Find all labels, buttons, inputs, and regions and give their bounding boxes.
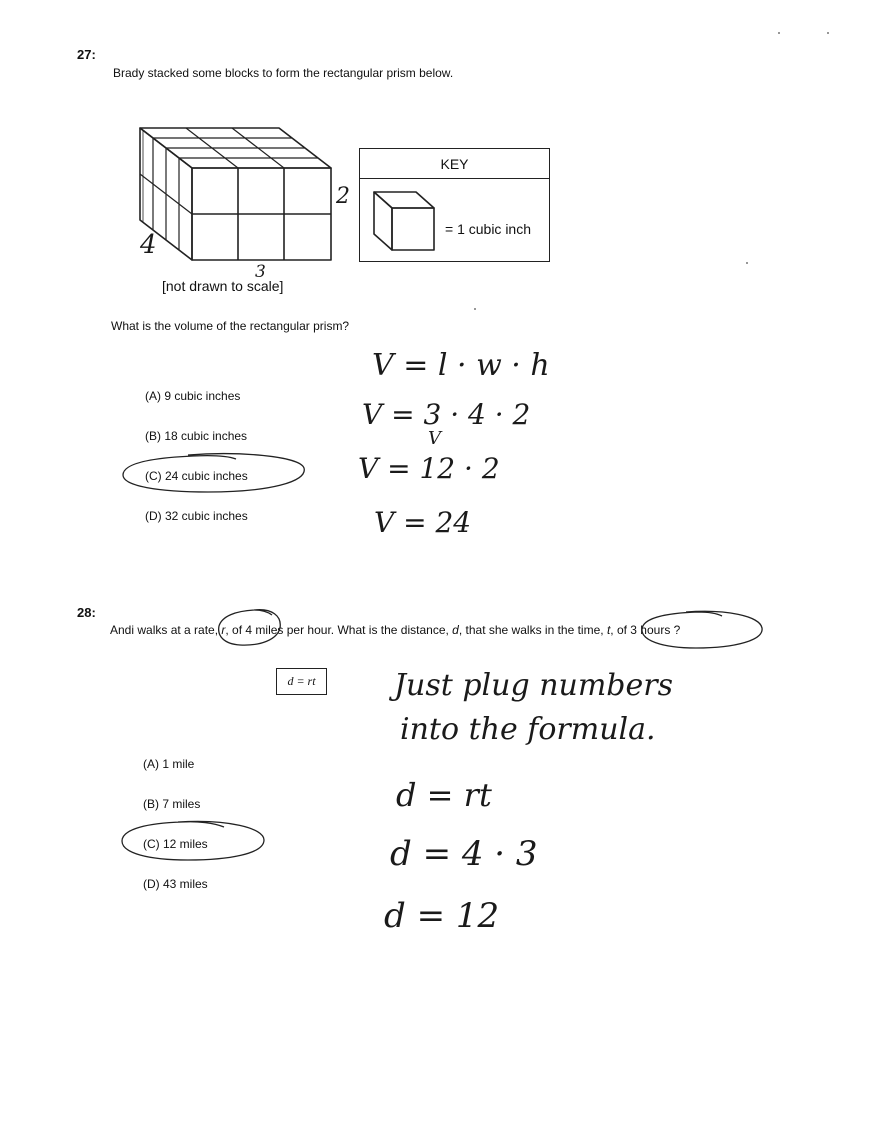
q28-work-line-1: d = rt — [396, 776, 492, 814]
question-28-number: 28: — [77, 605, 96, 620]
q28-work-line-2: d = 4 · 3 — [390, 834, 538, 874]
scan-speck — [778, 32, 780, 34]
q27-work-line-3: V = 12 · 2 — [358, 452, 500, 485]
q28-note-line-1: Just plug numbers — [394, 668, 673, 703]
key-box — [359, 148, 550, 262]
q27-check-mark: V — [428, 428, 441, 449]
handwritten-depth: 4 — [140, 230, 157, 260]
handwritten-height: 2 — [336, 184, 350, 209]
formula-box: d = rt — [276, 668, 327, 695]
q27-choice-d[interactable]: (D) 32 cubic inches — [145, 509, 248, 523]
q27-choice-b[interactable]: (B) 18 cubic inches — [145, 429, 248, 443]
scan-speck — [474, 308, 476, 310]
q28-note-line-2: into the formula. — [400, 712, 656, 747]
q27-choice-a[interactable]: (A) 9 cubic inches — [145, 389, 241, 403]
scan-speck — [827, 32, 829, 34]
q28-work-line-3: d = 12 — [384, 896, 500, 936]
q28-choice-c[interactable]: (C) 12 miles — [143, 837, 208, 851]
unit-cube-icon — [370, 186, 436, 254]
question-27-stem: Brady stacked some blocks to form the rectangular prism below. — [113, 66, 454, 80]
key-title: KEY — [360, 149, 549, 179]
q27-work-line-2: V = 3 · 4 · 2 — [362, 398, 531, 431]
q28-choice-d[interactable]: (D) 43 miles — [143, 877, 208, 891]
question-28-stem: Andi walks at a rate, r, of 4 miles per hour. What is the distance, d, that she walks in the time, t, of 3 hours ? — [110, 623, 681, 637]
question-27-number: 27: — [77, 47, 96, 62]
rectangular-prism-figure — [136, 124, 336, 266]
q27-work-line-4: V = 24 — [374, 506, 472, 539]
q28-choice-a[interactable]: (A) 1 mile — [143, 757, 195, 771]
q27-work-line-1: V = l · w · h — [372, 348, 550, 383]
scale-note: [not drawn to scale] — [162, 278, 284, 294]
q27-choice-c[interactable]: (C) 24 cubic inches — [145, 469, 248, 483]
handwritten-width: 3 — [255, 262, 266, 282]
key-unit-text: = 1 cubic inch — [445, 221, 531, 237]
question-27-prompt: What is the volume of the rectangular prism? — [111, 319, 350, 333]
q28-choice-b[interactable]: (B) 7 miles — [143, 797, 201, 811]
scan-speck — [746, 262, 748, 264]
